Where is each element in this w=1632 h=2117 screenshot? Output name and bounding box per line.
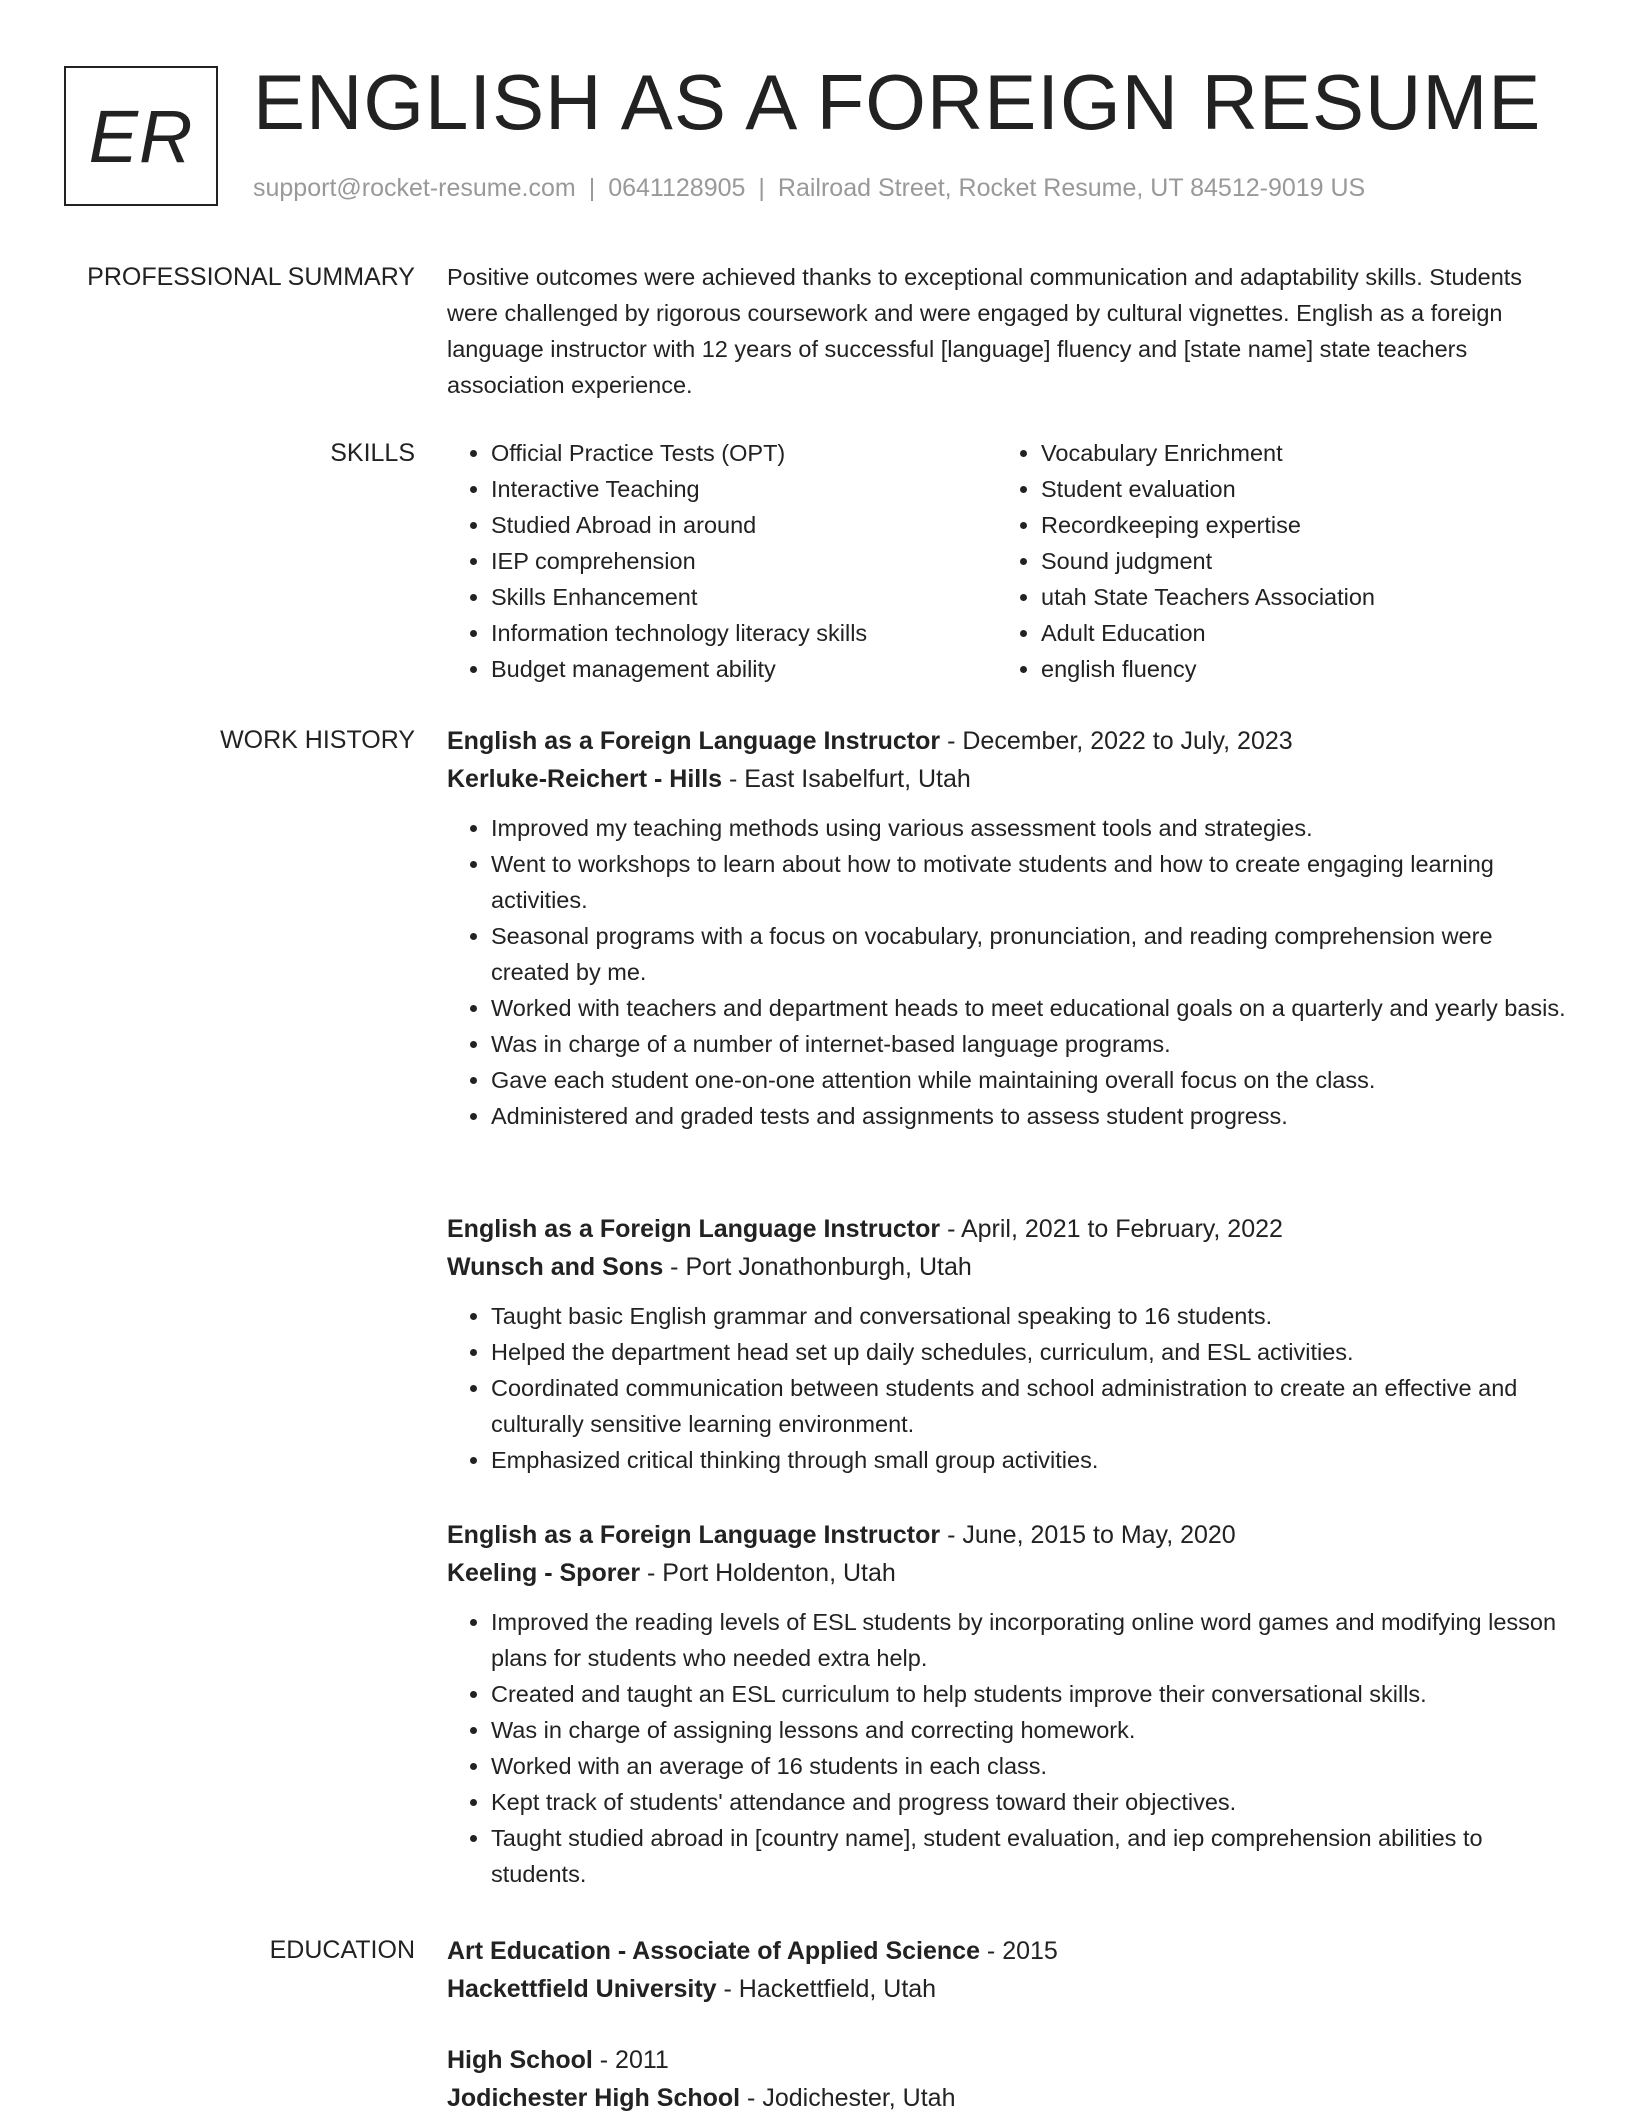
work-history-label: WORK HISTORY <box>220 726 415 754</box>
contact-address: Railroad Street, Rocket Resume, UT 84512-9019 US <box>777 174 1366 202</box>
job-bullet: • Improved my teaching methods using various assessment tools and strategies. <box>491 810 1567 846</box>
contact-line <box>253 174 1365 203</box>
education-label: EDUCATION <box>269 1936 415 1964</box>
job-company: Kerluke-Reichert - Hills <box>447 765 723 793</box>
summary-section <box>447 259 1567 403</box>
skill-item: • Recordkeeping expertise <box>1041 507 1547 543</box>
skill-item: • Adult Education <box>1041 615 1547 651</box>
job-company-line <box>447 1248 1567 1286</box>
job-entry <box>447 1516 1567 1892</box>
skill-item: • Budget management ability <box>491 651 997 687</box>
skill-item: • Student evaluation <box>1041 471 1547 507</box>
education-location: - Jodichester, Utah <box>740 2084 956 2112</box>
skills-section <box>447 435 1567 687</box>
job-bullet: • Gave each student one-on-one attention while maintaining overall focus on the class. <box>491 1062 1567 1098</box>
job-entry <box>447 1210 1567 1478</box>
job-bullet: • Worked with an average of 16 students in each class. <box>491 1748 1567 1784</box>
education-degree-line <box>447 1932 1567 1970</box>
skill-item: • utah State Teachers Association <box>1041 579 1547 615</box>
job-bullet: • Emphasized critical thinking through small group activities. <box>491 1442 1567 1478</box>
education-year: - 2011 <box>592 2046 669 2074</box>
resume-name: ENGLISH AS A FOREIGN RESUME <box>253 58 1542 146</box>
job-bullet: • Was in charge of assigning lessons and correcting homework. <box>491 1712 1567 1748</box>
skill-item: • Studied Abroad in around <box>491 507 997 543</box>
education-degree: High School <box>447 2046 593 2074</box>
job-company-line <box>447 1554 1567 1592</box>
education-school: Hackettfield University <box>447 1975 717 2003</box>
job-bullet: • Coordinated communication between students and school administration to create an effective and culturally sensitive learning environment. <box>491 1370 1567 1442</box>
job-bullet: • Created and taught an ESL curriculum to help students improve their conversational skills. <box>491 1676 1567 1712</box>
job-company: Keeling - Sporer <box>447 1559 641 1587</box>
job-bullet: • Helped the department head set up daily schedules, curriculum, and ESL activities. <box>491 1334 1567 1370</box>
summary-text: Positive outcomes were achieved thanks to exceptional communication and adaptability skills. Students were challenged by rigorous coursework and were engaged by cultural vignettes. English as a foreign language instructor with 12 years of successful [language] fluency and [state name] state teachers association experience. <box>447 264 1523 398</box>
contact-email: support@rocket-resume.com <box>253 174 576 202</box>
job-bullets <box>447 810 1567 1134</box>
skill-item: • Official Practice Tests (OPT) <box>491 435 997 471</box>
job-bullets <box>447 1604 1567 1892</box>
skill-item: • Information technology literacy skills <box>491 615 997 651</box>
job-title: English as a Foreign Language Instructor <box>447 1215 941 1243</box>
skill-item: • english fluency <box>1041 651 1547 687</box>
skill-item: • Sound judgment <box>1041 543 1547 579</box>
education-year: - 2015 <box>979 1937 1058 1965</box>
job-bullets <box>447 1298 1567 1478</box>
skill-item: • Vocabulary Enrichment <box>1041 435 1547 471</box>
skills-list-right <box>997 435 1547 687</box>
education-school: Jodichester High School <box>447 2084 741 2112</box>
skill-item: • IEP comprehension <box>491 543 997 579</box>
job-title: English as a Foreign Language Instructor <box>447 727 941 755</box>
contact-phone: 0641128905 <box>608 174 746 202</box>
job-bullet: • Taught studied abroad in [country name], student evaluation, and iep comprehension abilities to students. <box>491 1820 1567 1892</box>
skills-label: SKILLS <box>330 439 415 467</box>
education-school-line <box>447 1970 1567 2008</box>
job-dates: - June, 2015 to May, 2020 <box>940 1521 1236 1549</box>
job-title-line <box>447 1516 1567 1554</box>
education-degree-line <box>447 2041 1567 2079</box>
job-location: - Port Jonathonburgh, Utah <box>663 1253 972 1281</box>
summary-label: PROFESSIONAL SUMMARY <box>87 263 415 291</box>
skill-item: • Interactive Teaching <box>491 471 997 507</box>
skills-list-left <box>447 435 997 687</box>
education-school-line <box>447 2079 1567 2117</box>
job-company-line <box>447 760 1567 798</box>
education-entry <box>447 1932 1567 2008</box>
job-bullet: • Taught basic English grammar and conversational speaking to 16 students. <box>491 1298 1567 1334</box>
job-bullet: • Worked with teachers and department heads to meet educational goals on a quarterly and yearly basis. <box>491 990 1567 1026</box>
job-bullet: • Was in charge of a number of internet-based language programs. <box>491 1026 1567 1062</box>
job-bullet: • Seasonal programs with a focus on vocabulary, pronunciation, and reading comprehension were created by me. <box>491 918 1567 990</box>
education-location: - Hackettfield, Utah <box>716 1975 937 2003</box>
job-title-line <box>447 1210 1567 1248</box>
skill-item: • Skills Enhancement <box>491 579 997 615</box>
job-location: - Port Holdenton, Utah <box>640 1559 896 1587</box>
job-title: English as a Foreign Language Instructor <box>447 1521 941 1549</box>
job-bullet: • Administered and graded tests and assignments to assess student progress. <box>491 1098 1567 1134</box>
contact-separator: | <box>758 174 765 202</box>
job-company: Wunsch and Sons <box>447 1253 664 1281</box>
job-bullet: • Kept track of students' attendance and progress toward their objectives. <box>491 1784 1567 1820</box>
job-location: - East Isabelfurt, Utah <box>722 765 971 793</box>
job-dates: - April, 2021 to February, 2022 <box>940 1215 1283 1243</box>
job-dates: - December, 2022 to July, 2023 <box>940 727 1293 755</box>
contact-separator: | <box>588 174 596 202</box>
education-degree: Art Education - Associate of Applied Science <box>447 1937 980 1965</box>
initials-monogram <box>64 66 218 206</box>
job-title-line <box>447 722 1567 760</box>
job-entry <box>447 722 1567 1134</box>
education-entry <box>447 2041 1567 2117</box>
initials-text: ER <box>88 94 194 178</box>
job-bullet: • Improved the reading levels of ESL students by incorporating online word games and modifying lesson plans for students who needed extra help. <box>491 1604 1567 1676</box>
job-bullet: • Went to workshops to learn about how to motivate students and how to create engaging learning activities. <box>491 846 1567 918</box>
